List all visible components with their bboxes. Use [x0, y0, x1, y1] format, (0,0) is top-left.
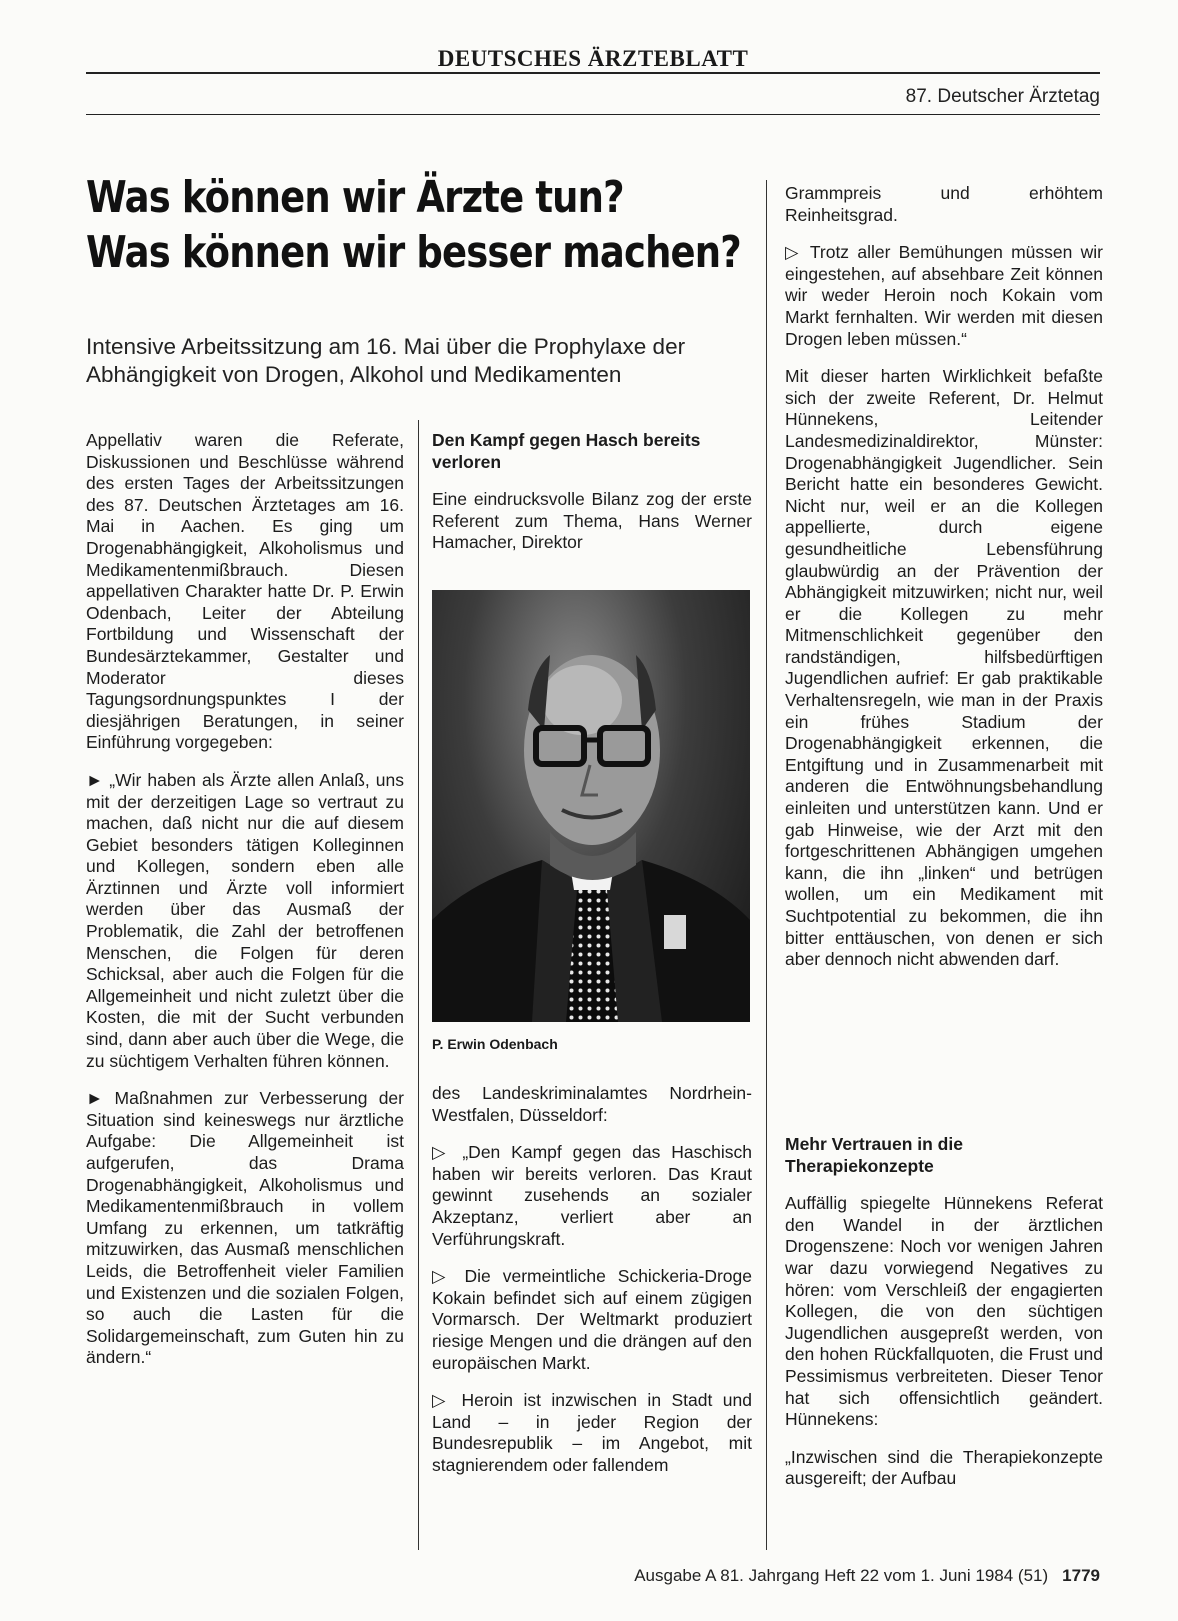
- header-rule: [86, 114, 1100, 115]
- column-2-continued: [432, 1083, 752, 1493]
- column-1: [86, 430, 404, 1385]
- photo-caption: P. Erwin Odenbach: [432, 1036, 558, 1052]
- column-rule-left: [418, 420, 419, 1550]
- paragraph: ▷ Die vermeintliche Schickeria-Droge Kokain befindet sich auf einem zügigen Vormarsch. Der Weltmarkt produziert riesige Mengen und die drängen auf den europäischen Markt.: [432, 1266, 752, 1373]
- paragraph: ▷ Trotz aller Bemühungen müssen wir eingestehen, auf absehbare Zeit können wir weder Heroin noch Kokain vom Markt fernhalten. Wir werden mit diesen Drogen leben müssen.“: [785, 242, 1103, 349]
- paragraph: ▷ „Den Kampf gegen das Haschisch haben wir bereits verloren. Das Kraut gewinnt zusehends an sozialer Akzeptanz, verliert aber an Verführungskraft.: [432, 1142, 752, 1249]
- page-footer: [634, 1566, 1100, 1586]
- paragraph: Eine eindrucksvolle Bilanz zog der erste Referent zum Thema, Hans Werner Hamacher, Direktor: [432, 489, 752, 553]
- headline-line-2: Was können wir besser machen?: [86, 227, 741, 278]
- issue-info: Ausgabe A 81. Jahrgang Heft 22 vom 1. Juni 1984 (51): [634, 1566, 1049, 1585]
- paragraph: ► Maßnahmen zur Verbesserung der Situation sind keineswegs nur ärztliche Aufgabe: Die Allgemeinheit ist aufgerufen, das Drama Drogenabhängigkeit, Alkoholismus und Medikamentenmißbrauch in vollem Umfang zu erkennen, um tatkräftig mitzuwirken, das Ausmaß menschlichen Leids, die Betroffenheit vieler Familien und Existenzen und die sozialen Folgen, so auch die Lasten für die Solidargemeinschaft, zum Guten hin zu ändern.“: [86, 1088, 404, 1368]
- subheading: Den Kampf gegen Hasch bereits verloren: [432, 430, 701, 472]
- masthead-rule: [86, 72, 1100, 74]
- column-rule-right: [766, 180, 767, 1550]
- page-number: 1779: [1062, 1566, 1100, 1585]
- paragraph: Appellativ waren die Referate, Diskussionen und Beschlüsse während des ersten Tages der Arbeitssitzungen des 87. Deutschen Ärztetages am 16. Mai in Aachen. Es ging um Drogenabhängigkeit, Alkoholismus und Medikamentenmißbrauch. Diesen appellativen Charakter hatte Dr. P. Erwin Odenbach, Leiter der Abteilung Fortbildung und Wissenschaft der Bundesärztekammer, Gestalter und Moderator dieses Tagungsordnungspunktes I der diesjährigen Beratungen, in seiner Einführung vorgegeben:: [86, 430, 404, 753]
- paragraph: Mit dieser harten Wirklichkeit befaßte sich der zweite Referent, Dr. Helmut Hünnekens, Leitender Landesmedizinaldirektor, Münster: Drogenabhängigkeit Jugendlicher. Sein Bericht hatte ein besonderes Gewicht. Nicht nur, weil er an die Kollegen appellierte, durch eigene gesundheitliche Lebensführung glaubwürdig an der Prävention der Abhängigkeit mitzuwirken; nicht nur, weil er die Kollegen zu mehr Mitmenschlichkeit gegenüber den randständigen, hilfsbedürftigen Jugendlichen aufrief: Er gab praktikable Verhaltensregeln, wie man in der Praxis ein frühes Stadium der Drogenabhängigkeit erkennen, die Entgiftung und in Zusammenarbeit mit anderen die Entwöhnungsbehandlung einleiten und unterstützen kann. Und er gab Hinweise, wie der Arzt mit den fortgeschrittenen Abhängigen umgehen kann, die ihn „linken“ und betrügen wollen, um ein Medikament mit Suchtpotential zu bekommen, die ihn bitter enttäuschen, von denen er sich aber dennoch nicht abwenden darf.: [785, 366, 1103, 970]
- masthead: DEUTSCHES ÄRZTEBLATT: [437, 46, 749, 71]
- section-label: 87. Deutscher Ärztetag: [905, 86, 1100, 107]
- column-3-continued: [785, 1134, 1103, 1506]
- paragraph: Grammpreis und erhöhtem Reinheitsgrad.: [785, 183, 1103, 225]
- headline-line-1: Was können wir Ärzte tun?: [86, 172, 624, 223]
- paragraph: des Landeskriminalamtes Nordrhein-Westfalen, Düsseldorf:: [432, 1083, 752, 1125]
- paragraph: ▷ Heroin ist inzwischen in Stadt und Land – in jeder Region der Bundesrepublik – im Angebot, mit stagnierendem oder fallendem: [432, 1390, 752, 1475]
- paragraph: „Inzwischen sind die Therapiekonzepte ausgereift; der Aufbau: [785, 1446, 1103, 1489]
- column-3: [785, 183, 1103, 987]
- headline: [86, 170, 741, 280]
- subtitle: Intensive Arbeitssitzung am 16. Mai über die Prophylaxe der Abhängigkeit von Drogen, Alkohol und Medikamenten: [86, 334, 686, 387]
- portrait-photo: [432, 590, 750, 1022]
- paragraph: ► „Wir haben als Ärzte allen Anlaß, uns mit der derzeitigen Lage so vertraut zu machen, daß nicht nur die auf diesem Gebiet besonders tätigen Kolleginnen und Kollegen, sondern eben alle Ärztinnen und Ärzte voll informiert werden über das Ausmaß der Problematik, die Zahl der betroffenen Menschen, die Folgen für deren Schicksal, aber auch die Folgen für die Allgemeinheit und nicht zuletzt über die Kosten, die mit der Sucht verbunden sind, dann aber auch über die Wege, die zu süchtigem Verhalten führen können.: [86, 769, 404, 1071]
- column-2: [432, 430, 752, 570]
- subheading: Mehr Vertrauen in die Therapiekonzepte: [785, 1134, 963, 1176]
- paragraph: Auffällig spiegelte Hünnekens Referat den Wandel in der ärztlichen Drogenszene: Noch vor wenigen Jahren war dazu vorwiegend Negatives zu hören: vom Verschleiß der engagierten Kollegen, die von den süchtigen Jugendlichen ausgepreßt werden, von den hohen Rückfallquoten, die Frust und Pessimismus verbreiteten. Dieser Tenor hat sich offensichtlich geändert. Hünnekens:: [785, 1193, 1103, 1430]
